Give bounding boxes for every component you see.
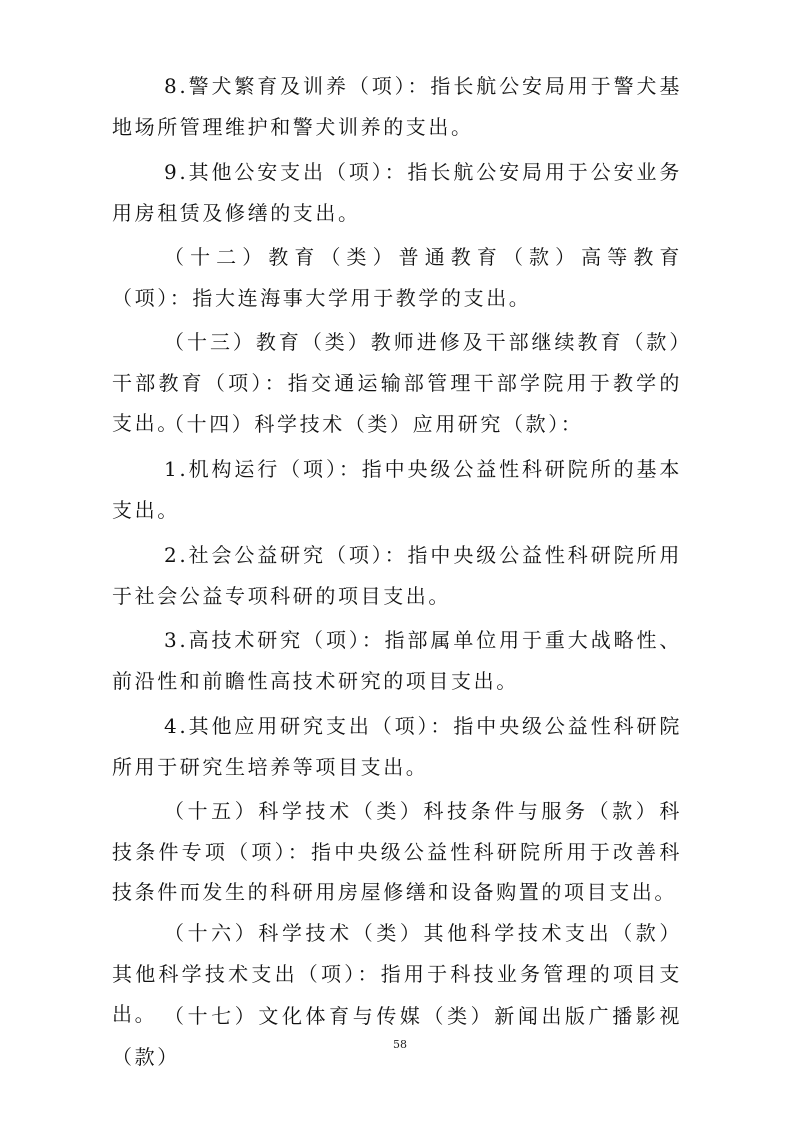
paragraph-applied-research-heading: （十四）科学技术（类）应用研究（款）： <box>164 412 584 436</box>
paragraph-science-conditions: （十五）科学技术（类）科技条件与服务（款）科技条件专项（项）：指中央级公益性科研院所用于改善科技条件而发生的科研用房屋修缮和设备购置的项目支出。 <box>112 799 682 905</box>
paragraph-other-police-expenses: 9.其他公安支出（项）：指长航公安局用于公安业务用房租赁及修缮的支出。 <box>112 160 682 225</box>
paragraph-public-welfare-research: 2.社会公益研究（项）：指中央级公益性科研院所用于社会公益专项科研的项目支出。 <box>112 543 682 608</box>
paragraph-other-applied-research: 4.其他应用研究支出（项）：指中央级公益性科研院所用于研究生培养等项目支出。 <box>112 714 682 779</box>
paragraph-high-tech-research: 3.高技术研究（项）：指部属单位用于重大战略性、前沿性和前瞻性高技术研究的项目支出。 <box>112 628 682 693</box>
paragraph-police-dog-breeding: 8.警犬繁育及训养（项）：指长航公安局用于警犬基地场所管理维护和警犬训养的支出。 <box>112 74 682 139</box>
paragraph-institution-operation: 1.机构运行（项）：指中央级公益性科研院所的基本支出。 <box>112 457 682 522</box>
page-number: 58 <box>393 1038 407 1051</box>
paragraph-cadre-education: （十三）教育（类）教师进修及干部继续教育（款）干部教育（项）：指交通运输部管理干部学院用于教学的支出。 <box>112 330 682 436</box>
paragraph-culture-media: （十七）文化体育与传媒（类）新闻出版广播影视（款） <box>112 1004 682 1069</box>
paragraph-other-science-tech: （十六）科学技术（类）其他科学技术支出（款）其他科学技术支出（项）：指用于科技业务管理的项目支出。 <box>112 921 682 1027</box>
paragraph-higher-education: （十二）教育（类）普通教育（款）高等教育（项）：指大连海事大学用于教学的支出。 <box>112 245 682 310</box>
